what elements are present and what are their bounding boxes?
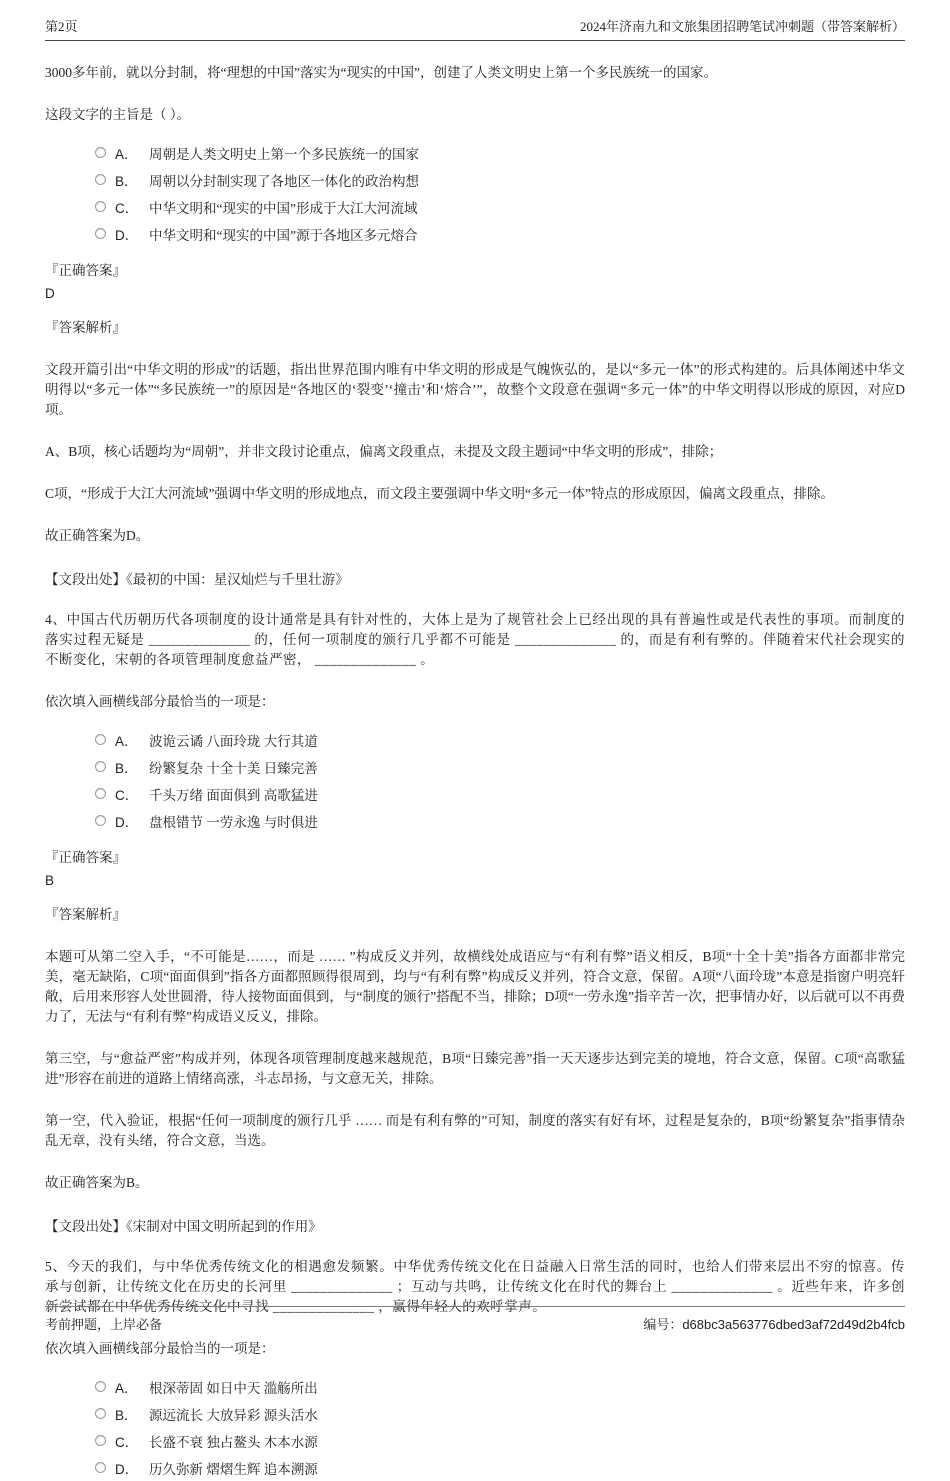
option-text: 中华文明和“现实的中国”形成于大江大河流域 xyxy=(149,200,418,216)
page-header xyxy=(45,0,905,41)
q3-lead: 这段文字的主旨是（ ）。 xyxy=(45,107,191,122)
footer-slogan: 考前押题，上岸必备 xyxy=(45,1317,163,1332)
q3-option-d[interactable] xyxy=(95,220,905,247)
option-text: 长盛不衰 独占鳌头 木本水源 xyxy=(149,1434,318,1450)
option-text: 纷繁复杂 十全十美 日臻完善 xyxy=(149,760,318,776)
option-letter: D． xyxy=(115,814,139,830)
option-letter: B． xyxy=(115,1407,138,1423)
q5-options xyxy=(95,1373,905,1481)
q4-lead: 依次填入画横线部分最恰当的一项是： xyxy=(45,694,275,709)
q3-analysis-paragraph: 文段开篇引出“中华文明的形成”的话题，指出世界范围内唯有中华文明的形成是气魄恢弘的，是以“多元一体”的形式构建的。后具体阐述中华文明得以“多元一体”“多民族统一”的原因是“各地区的‘裂变’‘撞击’和‘熔合’”，故整个文段意在强调“多元一体”的中华文明得以形成的原因，对应D项。 xyxy=(45,362,905,417)
q4-option-b[interactable] xyxy=(95,753,905,780)
q5-passage: 5、今天的我们，与中华优秀传统文化的相遇愈发频繁。中华优秀传统文化在日益融入日常生活的同时，也给人们带来层出不穷的惊喜。传承与创新，让传统文化在历史的长河里 ______________ ；互动与共鸣，让传统文化在时代的舞台上 ______________ 。近些年来，许多创新尝试都在中华优秀传统文化中寻找 ______________ ，赢得年轻人的欢呼掌声。 xyxy=(45,1259,905,1314)
option-letter: C． xyxy=(115,200,139,216)
q3-source: 【文段出处】《最初的中国：星汉灿烂与千里壮游》 xyxy=(45,572,349,587)
radio-icon[interactable] xyxy=(95,1462,106,1473)
q3-answer-label: 『正确答案』 xyxy=(45,263,126,278)
option-letter: B． xyxy=(115,760,138,776)
question-4-section xyxy=(45,610,905,1235)
q4-analysis-label: 『答案解析』 xyxy=(45,907,126,922)
radio-icon[interactable] xyxy=(95,761,106,772)
option-text: 千头万绪 面面俱到 高歌猛进 xyxy=(149,787,318,803)
q4-source: 【文段出处】《宋制对中国文明所起到的作用》 xyxy=(45,1219,322,1234)
q3-analysis-paragraph: A、B项，核心话题均为“周朝”，并非文段讨论重点，偏离文段重点，未提及文段主题词“中华文明的形成”，排除； xyxy=(45,444,723,459)
option-text: 周朝是人类文明史上第一个多民族统一的国家 xyxy=(149,146,419,162)
page-footer xyxy=(45,1306,905,1333)
q3-option-b[interactable] xyxy=(95,166,905,193)
option-text: 周朝以分封制实现了各地区一体化的政治构想 xyxy=(149,173,419,189)
option-letter: A． xyxy=(115,1380,138,1396)
q3-options xyxy=(95,139,905,247)
q5-option-a[interactable] xyxy=(95,1373,905,1400)
radio-icon[interactable] xyxy=(95,174,106,185)
q4-option-a[interactable] xyxy=(95,726,905,753)
radio-icon[interactable] xyxy=(95,788,106,799)
q5-lead: 依次填入画横线部分最恰当的一项是： xyxy=(45,1341,275,1356)
radio-icon[interactable] xyxy=(95,201,106,212)
option-letter: C． xyxy=(115,787,139,803)
radio-icon[interactable] xyxy=(95,1435,106,1446)
option-text: 波诡云谲 八面玲珑 大行其道 xyxy=(149,733,318,749)
q5-option-c[interactable] xyxy=(95,1427,905,1454)
q5-option-d[interactable] xyxy=(95,1454,905,1481)
q4-answer-value: B xyxy=(45,873,55,888)
option-text: 盘根错节 一劳永逸 与时俱进 xyxy=(149,814,318,830)
q4-option-c[interactable] xyxy=(95,780,905,807)
q4-analysis-paragraph: 第一空，代入验证，根据“任何一项制度的颁行几乎 …… 而是有利有弊的”可知，制度的落实有好有坏，过程是复杂的，B项“纷繁复杂”指事情杂乱无章，没有头绪，符合文意，当选。 xyxy=(45,1113,905,1148)
q3-option-a[interactable] xyxy=(95,139,905,166)
option-letter: C． xyxy=(115,1434,139,1450)
radio-icon[interactable] xyxy=(95,228,106,239)
q3-analysis-conclusion: 故正确答案为D。 xyxy=(45,528,150,543)
q3-answer-value: D xyxy=(45,286,55,301)
radio-icon[interactable] xyxy=(95,147,106,158)
q4-analysis-paragraph: 本题可从第二空入手，“不可能是……，而是 …… ”构成反义并列，故横线处成语应与“有利有弊”语义相反，B项“十全十美”指各方面都非常完美，毫无缺陷，C项“面面俱到”指各方面都照顾得很周到，均与“有利有弊”构成反义并列，符合文意，保留。A项“八面玲珑”本意是指窗户明亮轩敞，后用来形容人处世圆滑，待人接物面面俱到，与“制度的颁行”搭配不当，排除；D项“一劳永逸”指辛苦一次，把事情办好，以后就可以不再费力了，无法与“有利有弊”构成语义反义，排除。 xyxy=(45,949,905,1024)
question-5-section xyxy=(45,1257,905,1481)
q3-option-c[interactable] xyxy=(95,193,905,220)
q4-analysis-conclusion: 故正确答案为B。 xyxy=(45,1175,149,1190)
footer-document-id: 编号：d68bc3a563776dbed3af72d49d2b4fcb xyxy=(643,1317,905,1332)
q4-answer-label: 『正确答案』 xyxy=(45,850,126,865)
option-text: 根深蒂固 如日中天 滥觞所出 xyxy=(149,1380,318,1396)
option-text: 源远流长 大放异彩 源头活水 xyxy=(149,1407,318,1423)
q4-analysis-paragraph: 第三空，与“愈益严密”构成并列，体现各项管理制度越来越规范，B项“日臻完善”指一天天逐步达到完美的境地，符合文意，保留。C项“高歌猛进”形容在前进的道路上情绪高涨，斗志昂扬，与文意无关，排除。 xyxy=(45,1051,905,1086)
option-letter: A． xyxy=(115,733,138,749)
q3-analysis-label: 『答案解析』 xyxy=(45,320,126,335)
q3-analysis-paragraph: C项，“形成于大江大河流域”强调中华文明的形成地点，而文段主要强调中华文明“多元一体”特点的形成原因，偏离文段重点，排除。 xyxy=(45,486,834,501)
option-letter: A． xyxy=(115,146,138,162)
header-title: 2024年济南九和文旅集团招聘笔试冲刺题（带答案解析） xyxy=(579,19,905,34)
q4-option-d[interactable] xyxy=(95,807,905,834)
question-3-section xyxy=(45,63,905,588)
q4-options xyxy=(95,726,905,834)
header-page-number: 第2页 xyxy=(45,19,78,34)
q3-passage: 3000多年前，就以分封制，将“理想的中国”落实为“现实的中国”，创建了人类文明史上第一个多民族统一的国家。 xyxy=(45,65,717,80)
option-letter: B． xyxy=(115,173,138,189)
option-letter: D． xyxy=(115,1461,139,1477)
radio-icon[interactable] xyxy=(95,1408,106,1419)
radio-icon[interactable] xyxy=(95,815,106,826)
option-text: 中华文明和“现实的中国”源于各地区多元熔合 xyxy=(149,227,418,243)
q5-option-b[interactable] xyxy=(95,1400,905,1427)
radio-icon[interactable] xyxy=(95,1381,106,1392)
radio-icon[interactable] xyxy=(95,734,106,745)
q4-passage: 4、中国古代历朝历代各项制度的设计通常是具有针对性的，大体上是为了规管社会上已经出现的具有普遍性或是代表性的事项。而制度的落实过程无疑是 ______________ 的，任何一项制度的颁行几乎都不可能是 ______________ 的，而是有利有弊的。伴随着宋代社会现实的不断变化，宋朝的各项管理制度愈益严密， ______________ 。 xyxy=(45,612,905,667)
option-text: 历久弥新 熠熠生辉 追本溯源 xyxy=(149,1461,318,1477)
option-letter: D． xyxy=(115,227,139,243)
